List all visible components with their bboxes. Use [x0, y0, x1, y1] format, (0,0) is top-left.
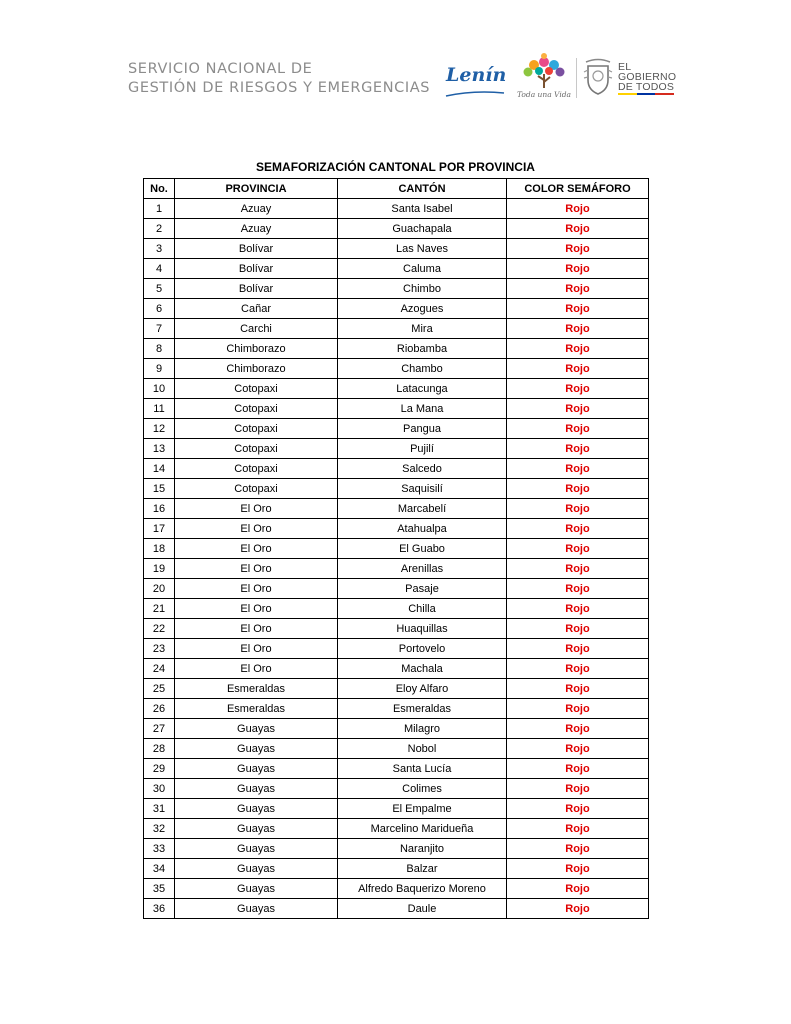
government-logo-text [618, 62, 676, 95]
table-row [144, 339, 649, 359]
cell-provincia: Guayas [175, 799, 338, 819]
cell-no: 5 [144, 279, 175, 299]
cell-canton: Machala [338, 659, 507, 679]
cell-provincia: Guayas [175, 859, 338, 879]
cell-no: 36 [144, 899, 175, 919]
table-row [144, 259, 649, 279]
cell-no: 7 [144, 319, 175, 339]
cell-canton: Marcelino Maridueña [338, 819, 507, 839]
cell-no: 27 [144, 719, 175, 739]
cell-provincia: Guayas [175, 839, 338, 859]
cell-no: 23 [144, 639, 175, 659]
cell-no: 1 [144, 199, 175, 219]
cell-color-semaforo: Rojo [507, 399, 649, 419]
cell-no: 15 [144, 479, 175, 499]
cell-canton: Arenillas [338, 559, 507, 579]
cell-color-semaforo: Rojo [507, 799, 649, 819]
cell-color-semaforo: Rojo [507, 699, 649, 719]
cell-no: 2 [144, 219, 175, 239]
table-row [144, 439, 649, 459]
cell-provincia: Esmeraldas [175, 699, 338, 719]
header-canton: CANTÓN [338, 179, 507, 199]
cell-color-semaforo: Rojo [507, 379, 649, 399]
cell-no: 6 [144, 299, 175, 319]
table-row [144, 679, 649, 699]
cell-canton: Portovelo [338, 639, 507, 659]
cell-provincia: Guayas [175, 739, 338, 759]
organization-name-line-2: GESTIÓN DE RIESGOS Y EMERGENCIAS [128, 80, 431, 96]
cell-color-semaforo: Rojo [507, 279, 649, 299]
cell-color-semaforo: Rojo [507, 559, 649, 579]
cell-provincia: Azuay [175, 199, 338, 219]
cell-canton: Milagro [338, 719, 507, 739]
cell-canton: Naranjito [338, 839, 507, 859]
cell-no: 4 [144, 259, 175, 279]
table-row [144, 799, 649, 819]
cell-color-semaforo: Rojo [507, 539, 649, 559]
table-row [144, 559, 649, 579]
cell-color-semaforo: Rojo [507, 679, 649, 699]
table-row [144, 619, 649, 639]
cell-canton: Saquisilí [338, 479, 507, 499]
cell-no: 26 [144, 699, 175, 719]
cell-canton: Latacunga [338, 379, 507, 399]
cell-provincia: Cotopaxi [175, 439, 338, 459]
tree-of-life-icon [516, 52, 572, 92]
cell-canton: Marcabelí [338, 499, 507, 519]
cell-provincia: El Oro [175, 579, 338, 599]
cell-color-semaforo: Rojo [507, 259, 649, 279]
cell-no: 25 [144, 679, 175, 699]
cell-provincia: Bolívar [175, 259, 338, 279]
header-logos [440, 50, 680, 110]
table-row [144, 639, 649, 659]
cell-provincia: Carchi [175, 319, 338, 339]
cell-canton: Chambo [338, 359, 507, 379]
cell-color-semaforo: Rojo [507, 779, 649, 799]
table-row [144, 379, 649, 399]
national-coat-of-arms-icon [582, 58, 614, 96]
cell-provincia: Guayas [175, 819, 338, 839]
table-row [144, 739, 649, 759]
table-row [144, 859, 649, 879]
cell-canton: Guachapala [338, 219, 507, 239]
cell-canton: Eloy Alfaro [338, 679, 507, 699]
cell-no: 29 [144, 759, 175, 779]
cell-provincia: El Oro [175, 599, 338, 619]
table-row [144, 719, 649, 739]
government-logo-line-1: EL [618, 61, 632, 73]
table-row [144, 779, 649, 799]
cell-no: 24 [144, 659, 175, 679]
cell-no: 21 [144, 599, 175, 619]
cell-color-semaforo: Rojo [507, 419, 649, 439]
tree-logo-caption: Toda una Vida [516, 90, 572, 99]
lenin-logo: Lenín [446, 64, 507, 86]
cell-canton: Atahualpa [338, 519, 507, 539]
cell-provincia: Bolívar [175, 279, 338, 299]
cell-color-semaforo: Rojo [507, 219, 649, 239]
cell-provincia: El Oro [175, 659, 338, 679]
header-provincia: PROVINCIA [175, 179, 338, 199]
cell-canton: El Guabo [338, 539, 507, 559]
table-row [144, 419, 649, 439]
organization-name [128, 60, 430, 98]
table-row [144, 239, 649, 259]
table-header-row [144, 179, 649, 199]
cell-provincia: El Oro [175, 539, 338, 559]
cell-color-semaforo: Rojo [507, 459, 649, 479]
cell-provincia: El Oro [175, 639, 338, 659]
cell-canton: Mira [338, 319, 507, 339]
table-row [144, 199, 649, 219]
cell-color-semaforo: Rojo [507, 239, 649, 259]
cell-no: 10 [144, 379, 175, 399]
cell-no: 33 [144, 839, 175, 859]
cell-canton: Caluma [338, 259, 507, 279]
cell-color-semaforo: Rojo [507, 759, 649, 779]
cell-provincia: Guayas [175, 719, 338, 739]
cell-provincia: Cotopaxi [175, 459, 338, 479]
table-row [144, 839, 649, 859]
cell-provincia: Cotopaxi [175, 379, 338, 399]
government-logo-line-3: DE TODOS [618, 81, 675, 93]
cell-no: 34 [144, 859, 175, 879]
cell-provincia: El Oro [175, 619, 338, 639]
table-row [144, 459, 649, 479]
cell-canton: Santa Isabel [338, 199, 507, 219]
table-row [144, 579, 649, 599]
table-row [144, 279, 649, 299]
cell-color-semaforo: Rojo [507, 439, 649, 459]
cell-canton: Esmeraldas [338, 699, 507, 719]
cell-no: 35 [144, 879, 175, 899]
cell-no: 22 [144, 619, 175, 639]
government-logo-line-2: GOBIERNO [618, 71, 677, 83]
table-row [144, 359, 649, 379]
cell-canton: Santa Lucía [338, 759, 507, 779]
table-row [144, 539, 649, 559]
cell-color-semaforo: Rojo [507, 619, 649, 639]
cell-color-semaforo: Rojo [507, 299, 649, 319]
table-row [144, 659, 649, 679]
cell-canton: Chilla [338, 599, 507, 619]
cell-provincia: El Oro [175, 499, 338, 519]
canton-traffic-light-table [143, 178, 649, 919]
cell-color-semaforo: Rojo [507, 339, 649, 359]
cell-no: 8 [144, 339, 175, 359]
table-row [144, 759, 649, 779]
cell-canton: El Empalme [338, 799, 507, 819]
table-row [144, 599, 649, 619]
organization-name-line-1: SERVICIO NACIONAL DE [128, 61, 313, 77]
cell-provincia: Guayas [175, 899, 338, 919]
table-row [144, 399, 649, 419]
cell-color-semaforo: Rojo [507, 579, 649, 599]
table-title: SEMAFORIZACIÓN CANTONAL POR PROVINCIA [256, 160, 535, 174]
cell-canton: Azogues [338, 299, 507, 319]
cell-canton: Daule [338, 899, 507, 919]
cell-no: 16 [144, 499, 175, 519]
cell-canton: Colimes [338, 779, 507, 799]
cell-color-semaforo: Rojo [507, 739, 649, 759]
cell-color-semaforo: Rojo [507, 319, 649, 339]
cell-canton: Chimbo [338, 279, 507, 299]
cell-provincia: El Oro [175, 519, 338, 539]
cell-color-semaforo: Rojo [507, 499, 649, 519]
cell-color-semaforo: Rojo [507, 899, 649, 919]
cell-no: 11 [144, 399, 175, 419]
cell-canton: La Mana [338, 399, 507, 419]
cell-canton: Pangua [338, 419, 507, 439]
cell-canton: Balzar [338, 859, 507, 879]
cell-color-semaforo: Rojo [507, 879, 649, 899]
cell-canton: Nobol [338, 739, 507, 759]
cell-provincia: Azuay [175, 219, 338, 239]
cell-provincia: Chimborazo [175, 339, 338, 359]
table-row [144, 699, 649, 719]
cell-color-semaforo: Rojo [507, 519, 649, 539]
cell-provincia: Cotopaxi [175, 399, 338, 419]
cell-canton: Las Naves [338, 239, 507, 259]
cell-canton: Pujilí [338, 439, 507, 459]
flag-color-bar [618, 93, 674, 95]
cell-no: 19 [144, 559, 175, 579]
cell-provincia: Cañar [175, 299, 338, 319]
cell-provincia: Guayas [175, 759, 338, 779]
cell-color-semaforo: Rojo [507, 839, 649, 859]
cell-canton: Huaquillas [338, 619, 507, 639]
cell-color-semaforo: Rojo [507, 599, 649, 619]
header-no: No. [144, 179, 175, 199]
cell-provincia: Guayas [175, 779, 338, 799]
cell-canton: Pasaje [338, 579, 507, 599]
cell-no: 9 [144, 359, 175, 379]
cell-no: 12 [144, 419, 175, 439]
header-color-semaforo: COLOR SEMÁFORO [507, 179, 649, 199]
cell-no: 17 [144, 519, 175, 539]
table-row [144, 519, 649, 539]
table-body [144, 199, 649, 919]
cell-color-semaforo: Rojo [507, 199, 649, 219]
cell-color-semaforo: Rojo [507, 639, 649, 659]
cell-no: 3 [144, 239, 175, 259]
cell-color-semaforo: Rojo [507, 719, 649, 739]
cell-no: 30 [144, 779, 175, 799]
cell-canton: Riobamba [338, 339, 507, 359]
table-row [144, 879, 649, 899]
table-row [144, 219, 649, 239]
cell-no: 32 [144, 819, 175, 839]
cell-provincia: Cotopaxi [175, 419, 338, 439]
cell-no: 28 [144, 739, 175, 759]
logo-divider [576, 58, 577, 98]
cell-provincia: Bolívar [175, 239, 338, 259]
cell-color-semaforo: Rojo [507, 659, 649, 679]
cell-no: 14 [144, 459, 175, 479]
cell-no: 31 [144, 799, 175, 819]
cell-provincia: El Oro [175, 559, 338, 579]
cell-color-semaforo: Rojo [507, 359, 649, 379]
cell-no: 18 [144, 539, 175, 559]
table-row [144, 479, 649, 499]
cell-canton: Salcedo [338, 459, 507, 479]
cell-color-semaforo: Rojo [507, 819, 649, 839]
cell-no: 13 [144, 439, 175, 459]
cell-provincia: Esmeraldas [175, 679, 338, 699]
table-row [144, 819, 649, 839]
cell-provincia: Cotopaxi [175, 479, 338, 499]
table-row [144, 899, 649, 919]
lenin-swoosh-icon [444, 90, 506, 98]
cell-provincia: Guayas [175, 879, 338, 899]
cell-canton: Alfredo Baquerizo Moreno [338, 879, 507, 899]
cell-provincia: Chimborazo [175, 359, 338, 379]
cell-color-semaforo: Rojo [507, 479, 649, 499]
cell-no: 20 [144, 579, 175, 599]
table-row [144, 299, 649, 319]
cell-color-semaforo: Rojo [507, 859, 649, 879]
table-row [144, 499, 649, 519]
table-row [144, 319, 649, 339]
